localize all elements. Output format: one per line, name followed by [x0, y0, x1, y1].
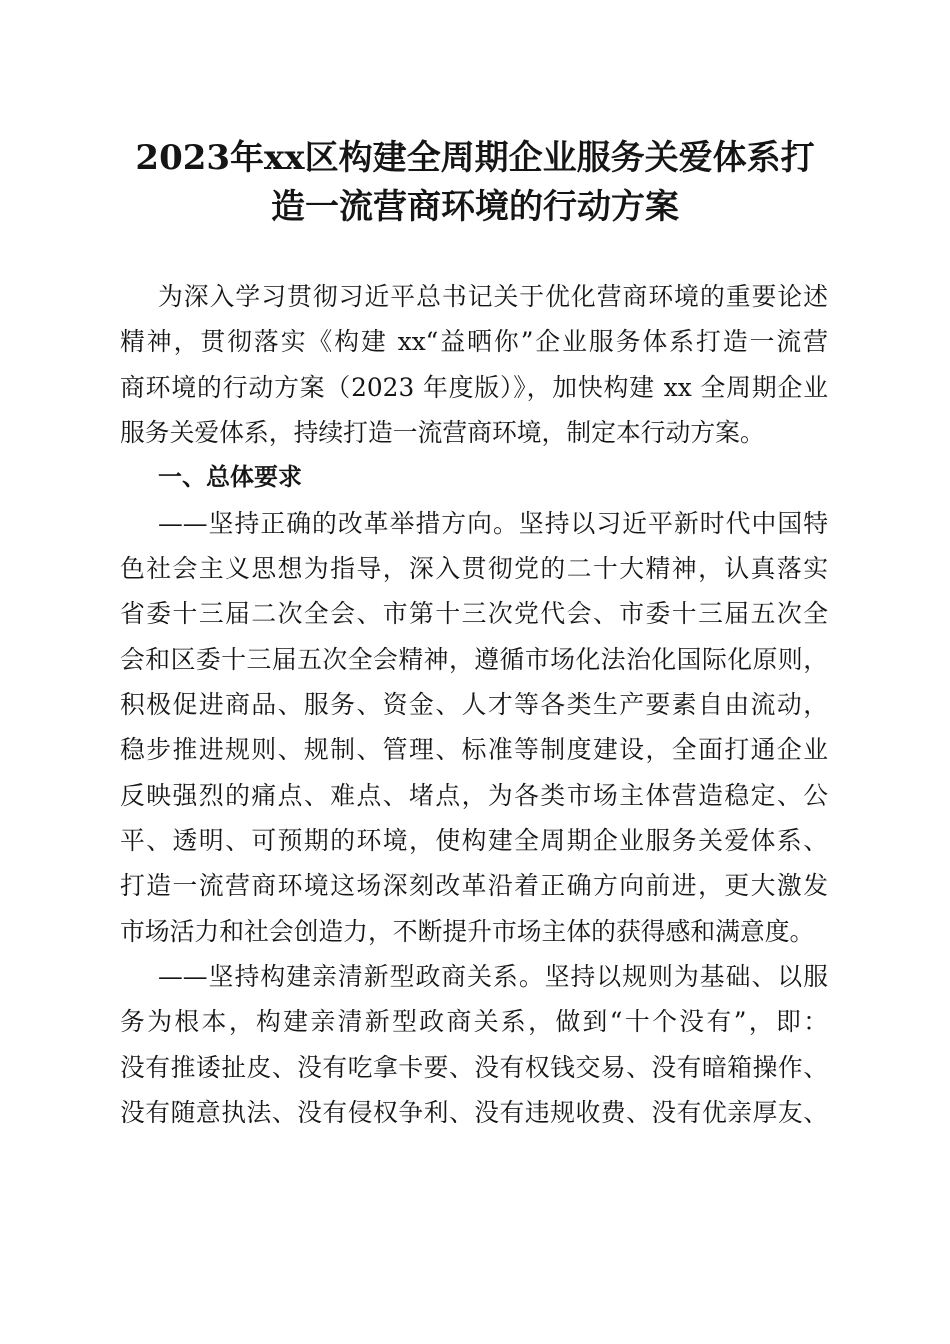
principle-1-line: 积极促进商品、服务、资金、人才等各类生产要素自由流动，	[120, 689, 828, 719]
principle-1-line: 省委十三届二次全会、市第十三次党代会、市委十三届五次全	[120, 599, 828, 629]
principle-2-line: 没有随意执法、没有侵权争利、没有违规收费、没有优亲厚友、	[120, 1097, 828, 1127]
principle-2-line: 务为根本，构建亲清新型政商关系，做到“十个没有”，即：	[120, 1007, 828, 1037]
intro-paragraph-line: 商环境的行动方案（2023 年度版）》，加快构建 xx 全周期企业	[120, 372, 828, 402]
title-line: 造一流营商环境的行动方案	[271, 187, 679, 227]
principle-1-paragraph	[120, 501, 828, 954]
principle-1-line: ——坚持正确的改革举措方向。坚持以习近平新时代中国特	[158, 508, 828, 538]
principle-1-line: 会和区委十三届五次全会精神，遵循市场化法治化国际化原则，	[120, 644, 828, 674]
principle-2-line: ——坚持构建亲清新型政商关系。坚持以规则为基础、以服	[158, 961, 828, 991]
section-heading: 一、总体要求	[158, 463, 302, 492]
principle-2-paragraph	[120, 954, 828, 1135]
intro-paragraph-line: 为深入学习贯彻习近平总书记关于优化营商环境的重要论述	[158, 282, 828, 311]
document-title	[95, 134, 855, 232]
intro-paragraph	[120, 274, 828, 455]
principle-1-line: 色社会主义思想为指导，深入贯彻党的二十大精神，认真落实	[120, 553, 828, 583]
intro-paragraph-line: 服务关爱体系，持续打造一流营商环境，制定本行动方案。	[120, 417, 765, 447]
principle-1-line: 稳步推进规则、规制、管理、标准等制度建设，全面打通企业	[120, 735, 828, 765]
principle-1-line: 打造一流营商环境这场深刻改革沿着正确方向前进，更大激发	[120, 871, 828, 901]
principle-1-line: 平、透明、可预期的环境，使构建全周期企业服务关爱体系、	[120, 825, 828, 855]
intro-paragraph-line: 精神，贯彻落实《构建 xx“益晒你”企业服务体系打造一流营	[120, 327, 828, 357]
title-line: 2023年xx区构建全周期企业服务关爱体系打	[135, 138, 815, 178]
principle-1-line: 市场活力和社会创造力，不断提升市场主体的获得感和满意度。	[120, 916, 815, 946]
document-body	[120, 274, 828, 1135]
principle-2-line: 没有推诿扯皮、没有吃拿卡要、没有权钱交易、没有暗箱操作、	[120, 1052, 828, 1082]
principle-1-line: 反映强烈的痛点、难点、堵点，为各类市场主体营造稳定、公	[120, 780, 828, 810]
